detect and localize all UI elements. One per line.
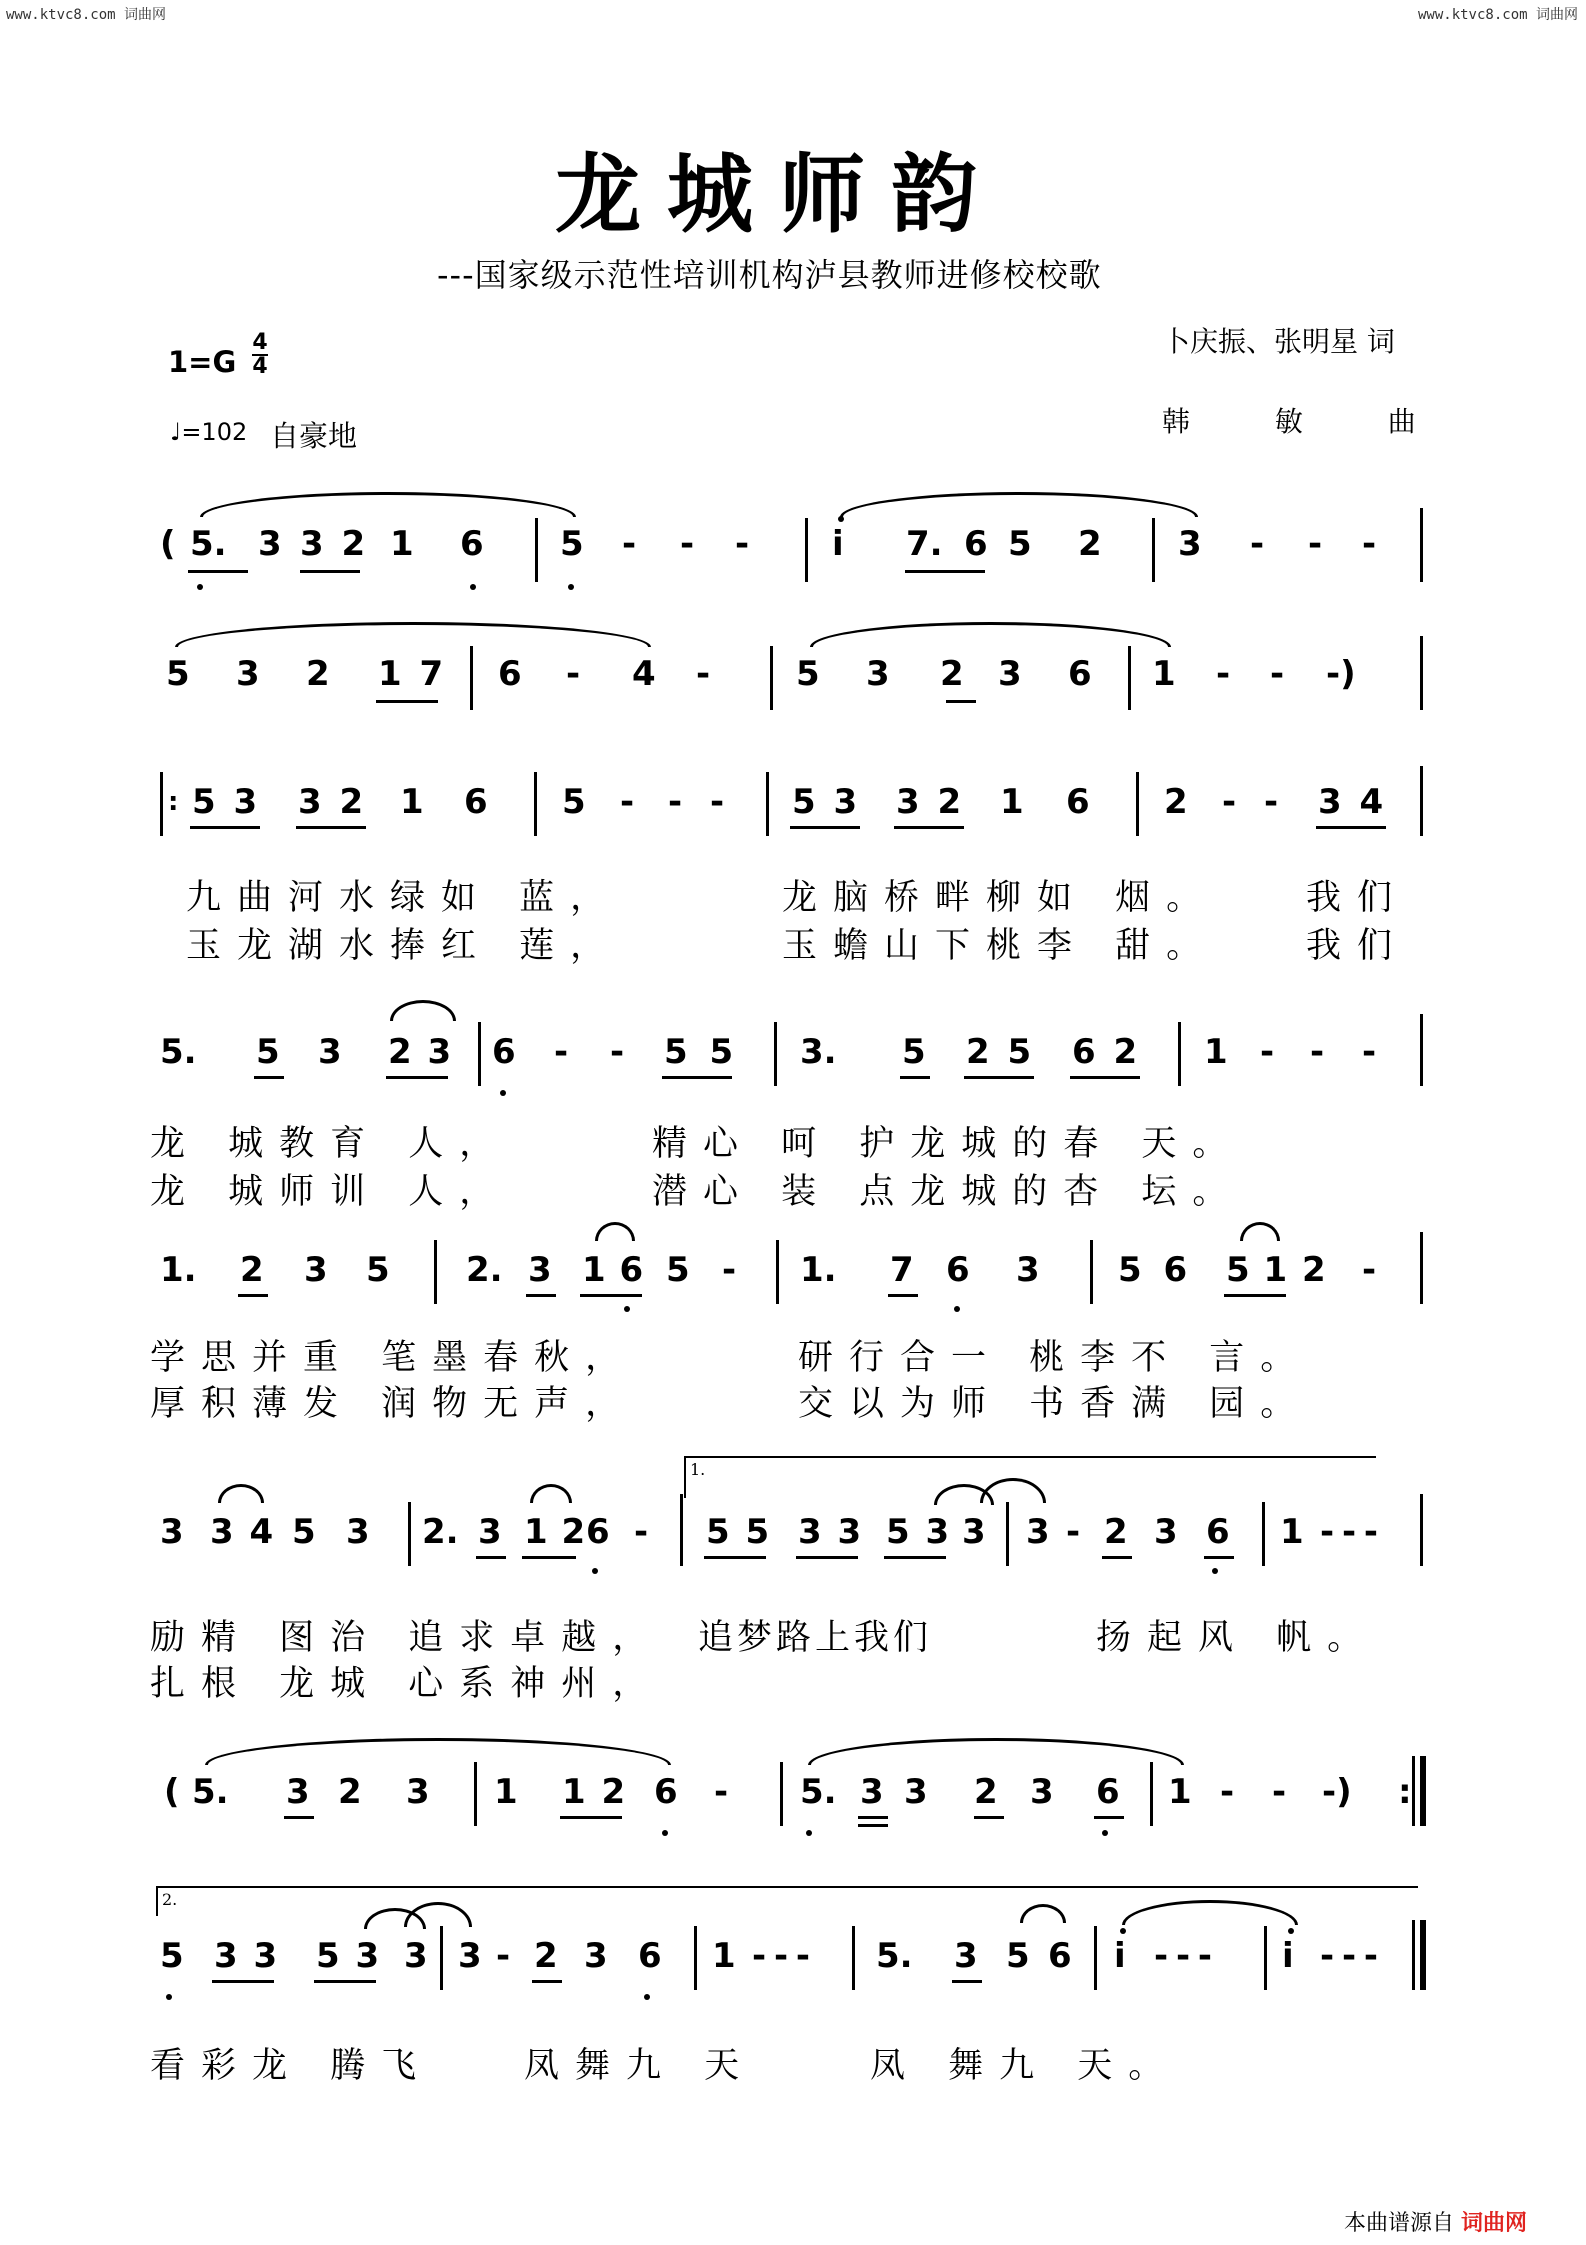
lyric-line: 玉龙湖水捧红 莲， — [186, 926, 622, 966]
barline — [766, 772, 769, 836]
lyric-line: 凤舞九 天 — [524, 2046, 756, 2086]
note: 3 2 — [298, 782, 364, 822]
barline — [1006, 1502, 1009, 1566]
note: -) — [1326, 654, 1356, 694]
lyric-line: 研行合一 桃李不 言。 — [798, 1338, 1312, 1378]
note: 5 — [166, 654, 190, 694]
barline — [1152, 518, 1155, 582]
note: 2 — [240, 1250, 264, 1290]
note: 7 — [890, 1250, 914, 1290]
note: 5 — [1006, 1936, 1030, 1976]
dot — [197, 584, 203, 590]
note: 6 — [654, 1772, 678, 1812]
lyric-line: 我们 — [1306, 926, 1409, 966]
note: - — [710, 782, 725, 822]
tie — [530, 1484, 572, 1503]
note: - — [680, 524, 695, 564]
dot — [662, 1830, 668, 1836]
barline — [1420, 766, 1423, 836]
underline — [946, 700, 976, 703]
dot — [166, 1994, 172, 2000]
note: 3 — [860, 1772, 884, 1812]
note: 5 1 — [1226, 1250, 1288, 1290]
underline — [858, 1824, 888, 1827]
lyric-line: 潜心 装 点龙城的杏 坛。 — [652, 1172, 1244, 1212]
barline — [1090, 1240, 1093, 1304]
tempo-marking: ♩=102 — [170, 418, 248, 446]
note: 1 2 — [524, 1512, 586, 1552]
note: 5 — [902, 1032, 926, 1072]
song-subtitle: ---国家级示范性培训机构泸县教师进修校校歌 — [437, 256, 1102, 294]
note: 3 — [236, 654, 260, 694]
dot — [1288, 1928, 1294, 1934]
note: 6 — [464, 782, 488, 822]
note: - — [714, 1772, 729, 1812]
barline — [776, 1240, 779, 1304]
note: 6 — [1096, 1772, 1120, 1812]
note: 5 — [796, 654, 820, 694]
note: - — [1270, 654, 1285, 694]
note: 3 — [258, 524, 282, 564]
barline — [470, 646, 473, 710]
note: 2. — [466, 1250, 503, 1290]
underline — [284, 1816, 314, 1819]
underline — [314, 1980, 376, 1983]
note: i — [832, 524, 844, 564]
note: 1. — [800, 1250, 837, 1290]
underline — [522, 1556, 576, 1559]
note: 3 — [1154, 1512, 1178, 1552]
note: 5. — [160, 1032, 197, 1072]
note: ( — [164, 1772, 180, 1812]
lyric-line: 龙 城师训 人， — [150, 1172, 511, 1212]
barline — [1420, 636, 1423, 710]
lyric-line: 九曲河水绿如 蓝， — [186, 878, 622, 918]
note: 3 — [406, 1772, 430, 1812]
slur — [205, 1738, 671, 1765]
note: 2 — [1104, 1512, 1128, 1552]
underline — [296, 826, 366, 829]
note: 5. — [876, 1936, 913, 1976]
dot — [806, 1830, 812, 1836]
note: - — [496, 1936, 511, 1976]
underline — [190, 826, 260, 829]
note: 3. — [800, 1032, 837, 1072]
underline — [790, 826, 860, 829]
dot — [470, 584, 476, 590]
note: 2 — [1164, 782, 1188, 822]
note: - — [1066, 1512, 1081, 1552]
note: 7. — [906, 524, 943, 564]
dot — [644, 1994, 650, 2000]
slur — [200, 492, 576, 517]
note: 3 — [478, 1512, 502, 1552]
note: 5 — [366, 1250, 390, 1290]
underline — [1094, 1816, 1124, 1819]
note: 1 2 — [562, 1772, 626, 1812]
barline — [780, 1762, 783, 1826]
barline — [1264, 1926, 1267, 1990]
note: 4 — [632, 654, 656, 694]
note: 3 — [346, 1512, 370, 1552]
note: 2 — [940, 654, 964, 694]
barline — [1412, 1920, 1415, 1990]
note: 3 — [1178, 524, 1202, 564]
note: - — [1308, 524, 1323, 564]
note: 5 5 — [706, 1512, 770, 1552]
barline — [1094, 1926, 1097, 1990]
note: 6 — [492, 1032, 516, 1072]
note: 1 — [494, 1772, 518, 1812]
note: - — [622, 524, 637, 564]
underline — [1224, 1294, 1286, 1297]
note: 1 — [1168, 1772, 1192, 1812]
barline — [478, 1022, 481, 1086]
note: 3 — [954, 1936, 978, 1976]
underline — [974, 1816, 1004, 1819]
watermark-left: www.ktvc8.com 词曲网 — [6, 7, 167, 23]
lyric-line: 追梦路上我们 — [698, 1618, 933, 1658]
underline — [894, 826, 964, 829]
source-prefix: 本曲谱源自 — [1344, 2211, 1455, 2236]
tie — [1240, 1222, 1280, 1241]
barline — [1420, 1014, 1423, 1086]
note: - - - — [752, 1936, 809, 1976]
source-footer — [1344, 2206, 1527, 2237]
lyric-line: 学思并重 笔墨春秋， — [150, 1338, 637, 1378]
dot — [954, 1306, 960, 1312]
note: - - - — [1320, 1512, 1377, 1552]
note: - — [634, 1512, 649, 1552]
barline — [535, 518, 538, 582]
slur — [840, 492, 1198, 517]
lyric-line: 看彩龙 腾飞 — [150, 2046, 433, 2086]
note: 6 — [460, 524, 484, 564]
note: 6 — [1068, 654, 1092, 694]
note: - — [1250, 524, 1265, 564]
lyric-line: 龙脑桥畔柳如 烟。 — [782, 878, 1218, 918]
note: 5 — [292, 1512, 316, 1552]
note: - — [1264, 782, 1279, 822]
barline — [1136, 772, 1139, 836]
note: 1 — [400, 782, 424, 822]
barline — [680, 1494, 683, 1566]
watermark-right: www.ktvc8.com 词曲网 — [1417, 7, 1578, 23]
lyric-line: 扬起风 帆。 — [1096, 1618, 1379, 1658]
note: 6 — [964, 524, 988, 564]
note: ( — [160, 524, 176, 564]
underline — [376, 700, 438, 703]
lyric-line: 交以为师 书香满 园。 — [798, 1384, 1312, 1424]
note: 1 6 — [582, 1250, 644, 1290]
dot — [592, 1568, 598, 1574]
barline — [434, 1240, 437, 1304]
note: 5. — [190, 524, 227, 564]
note: 3 — [866, 654, 890, 694]
barline — [852, 1926, 855, 1990]
underline — [858, 1816, 888, 1819]
note: 3 — [458, 1936, 482, 1976]
first-ending-bracket: 1. — [684, 1456, 1376, 1498]
second-ending-bracket: 2. — [156, 1886, 1418, 1916]
barline — [1178, 1022, 1181, 1086]
note: - — [1362, 1032, 1377, 1072]
dot — [568, 584, 574, 590]
note: 3 — [404, 1936, 428, 1976]
dot — [1102, 1830, 1108, 1836]
slur — [810, 622, 1171, 647]
note: 5. — [192, 1772, 229, 1812]
barline — [534, 772, 537, 836]
note: 1 — [712, 1936, 736, 1976]
note: 3 — [528, 1250, 552, 1290]
dot — [1212, 1568, 1218, 1574]
underline — [560, 1816, 622, 1819]
note: 2 — [974, 1772, 998, 1812]
note: - — [610, 1032, 625, 1072]
note: 5 3 — [792, 782, 858, 822]
note: 5 3 — [316, 1936, 380, 1976]
barline — [1412, 1756, 1415, 1826]
note: 2 — [1302, 1250, 1326, 1290]
lyric-line: 扎根 龙城 心系神州， — [150, 1664, 664, 1704]
barline — [1262, 1502, 1265, 1566]
slur — [808, 1738, 1184, 1765]
lyricist-credit: 卜庆振、张明星 词 — [1162, 325, 1395, 358]
note: 5 3 — [192, 782, 258, 822]
note: 3 — [904, 1772, 928, 1812]
note: - — [1216, 654, 1231, 694]
note: - — [566, 654, 581, 694]
note: - — [1362, 1250, 1377, 1290]
underline — [254, 1076, 284, 1079]
note: 1. — [160, 1250, 197, 1290]
underline — [188, 570, 248, 573]
barline — [805, 518, 808, 582]
underline — [212, 1980, 274, 1983]
barline — [474, 1762, 477, 1826]
underline — [952, 1980, 982, 1983]
note: 6 2 — [1072, 1032, 1138, 1072]
note: 5 6 — [1118, 1250, 1188, 1290]
barline — [408, 1502, 411, 1566]
note: -) — [1322, 1772, 1352, 1812]
note: 2 — [306, 654, 330, 694]
lyric-line: 厚积薄发 润物无声， — [150, 1384, 637, 1424]
key-signature: 1=G — [168, 345, 237, 379]
source-brand-link[interactable]: 词曲网 — [1461, 2211, 1528, 2236]
barline — [1128, 646, 1131, 710]
note: 6 — [586, 1512, 610, 1552]
note: 3 — [286, 1772, 310, 1812]
note: - — [668, 782, 683, 822]
repeat-dots: : — [168, 787, 179, 817]
dot — [838, 516, 844, 522]
note: 3 3 — [214, 1936, 278, 1976]
note: - - - — [1154, 1936, 1211, 1976]
note: i — [1282, 1936, 1294, 1976]
underline — [662, 1076, 732, 1079]
note: 5 — [160, 1936, 184, 1976]
note: 3 — [584, 1936, 608, 1976]
note: - — [554, 1032, 569, 1072]
underline — [884, 1556, 946, 1559]
note: - — [1310, 1032, 1325, 1072]
note: 2 — [338, 1772, 362, 1812]
underline — [900, 1076, 930, 1079]
note: 1 — [1000, 782, 1024, 822]
note: 6 — [946, 1250, 970, 1290]
note: 5 5 — [664, 1032, 734, 1072]
note: - — [722, 1250, 737, 1290]
note: - — [620, 782, 635, 822]
note: 2 5 — [966, 1032, 1032, 1072]
repeat-start-barline — [160, 772, 163, 836]
note: 3 — [998, 654, 1022, 694]
song-title: 龙城师韵 — [555, 145, 1003, 245]
barline — [1420, 1494, 1423, 1566]
note: - — [1272, 1772, 1287, 1812]
composer-credit: 韩 敏 曲 — [1162, 405, 1454, 438]
underline — [905, 570, 985, 573]
note: - — [696, 654, 711, 694]
dot — [500, 1090, 506, 1096]
time-signature: 4 4 — [252, 330, 268, 379]
note: 6 — [1066, 782, 1090, 822]
note: 5 — [666, 1250, 690, 1290]
note: 3 2 — [896, 782, 962, 822]
note: 1 — [1204, 1032, 1228, 1072]
note: 1 — [390, 524, 414, 564]
note: 1 — [1152, 654, 1176, 694]
barline — [694, 1926, 697, 1990]
lyric-line: 凤 舞九 天。 — [870, 2046, 1180, 2086]
final-barline — [1420, 1920, 1426, 1990]
note: 3 — [962, 1512, 986, 1552]
underline — [476, 1556, 506, 1559]
note: 6 — [1048, 1936, 1072, 1976]
note: 5 — [1008, 524, 1032, 564]
note: 5 — [256, 1032, 280, 1072]
note: 2. — [422, 1512, 459, 1552]
note: 2 — [1078, 524, 1102, 564]
note: 1 — [1280, 1512, 1304, 1552]
underline — [526, 1294, 556, 1297]
underline — [1102, 1556, 1132, 1559]
note: 3 4 — [1318, 782, 1384, 822]
lyric-line: 我们 — [1306, 878, 1409, 918]
tie — [390, 1000, 456, 1021]
tie — [218, 1484, 264, 1503]
underline — [964, 1076, 1034, 1079]
note: 3 — [318, 1032, 342, 1072]
note: - — [1260, 1032, 1275, 1072]
note: 6 — [1206, 1512, 1230, 1552]
note: 1 7 — [378, 654, 444, 694]
underline — [1204, 1556, 1234, 1559]
note: 3 — [1030, 1772, 1054, 1812]
note: 3 3 — [798, 1512, 862, 1552]
lyric-line: 励精 图治 追求卓越， — [150, 1618, 664, 1658]
underline — [888, 1294, 918, 1297]
barline — [774, 1022, 777, 1086]
dot — [1120, 1928, 1126, 1934]
underline — [1070, 1076, 1140, 1079]
barline — [770, 646, 773, 710]
note: 3 2 — [300, 524, 366, 564]
barline — [1420, 1232, 1423, 1304]
note: - — [1220, 1772, 1235, 1812]
barline — [440, 1926, 443, 1990]
underline — [532, 1980, 562, 1983]
note: 5 — [562, 782, 586, 822]
note: 3 — [1016, 1250, 1040, 1290]
note: 2 3 — [388, 1032, 452, 1072]
repeat-end-barline — [1420, 1756, 1426, 1826]
underline — [300, 570, 360, 573]
note: 6 — [638, 1936, 662, 1976]
note: 5. — [800, 1772, 837, 1812]
note: i — [1114, 1936, 1126, 1976]
note: 5 3 — [886, 1512, 950, 1552]
note: 3 — [1026, 1512, 1050, 1552]
note: 3 — [160, 1512, 184, 1552]
underline — [796, 1556, 858, 1559]
underline — [580, 1294, 642, 1297]
lyric-line: 精心 呵 护龙城的春 天。 — [652, 1124, 1244, 1164]
repeat-dots: : — [1398, 1772, 1412, 1812]
note: - — [735, 524, 750, 564]
barline — [1420, 508, 1423, 582]
note: - - - — [1320, 1936, 1377, 1976]
tie — [595, 1222, 635, 1241]
barline — [1150, 1762, 1153, 1826]
dot — [624, 1306, 630, 1312]
underline — [1316, 826, 1386, 829]
slur — [175, 622, 651, 647]
note: 2 — [534, 1936, 558, 1976]
expression-marking: 自豪地 — [270, 419, 358, 453]
note: - — [1362, 524, 1377, 564]
note: 3 — [304, 1250, 328, 1290]
underline — [386, 1076, 448, 1079]
underline — [704, 1556, 766, 1559]
note: 5 — [560, 524, 584, 564]
note: 6 — [498, 654, 522, 694]
lyric-line: 玉蟾山下桃李 甜。 — [782, 926, 1218, 966]
underline — [238, 1294, 268, 1297]
note: 3 4 — [210, 1512, 274, 1552]
lyric-line: 龙 城教育 人， — [150, 1124, 511, 1164]
note: - — [1222, 782, 1237, 822]
